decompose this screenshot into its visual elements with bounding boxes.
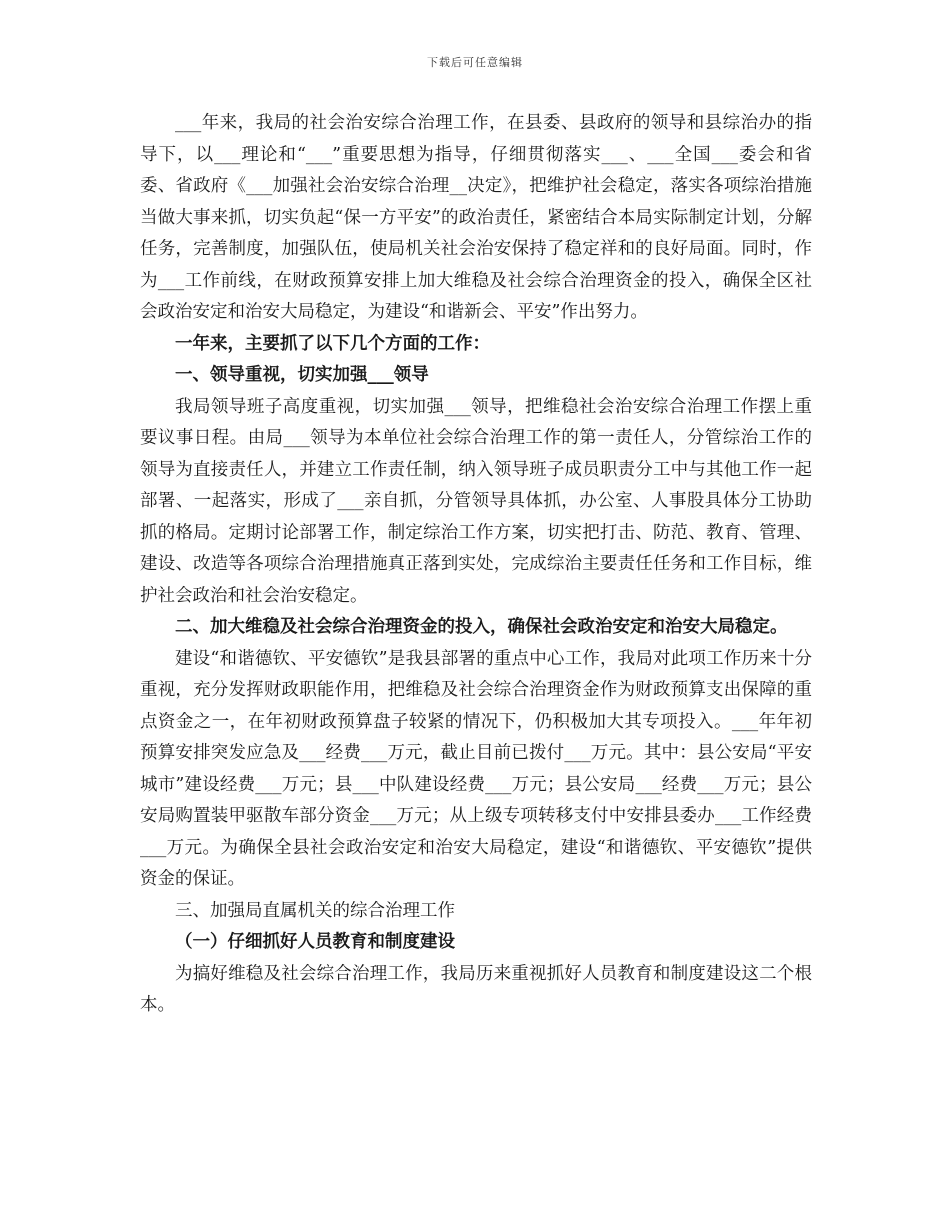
section-one-paragraph: 我局领导班子高度重视，切实加强___领导，把维稳社会治安综合治理工作摆上重要议事日程。由局___领导为本单位社会综合治理工作的第一责任人，分管综治工作的领导为直接责任人，并建立工作责任制，纳入领导班子成员职责分工中与其他工作一起部署、一起落实，形成了___亲自抓，分管领导具体抓，办公室、人事股具体分工协助抓的格局。定期讨论部署工作，制定综治工作方案，切实把打击、防范、教育、管理、建设、改造等各项综合治理措施真正落到实处，完成综治主要责任任务和工作目标，维护社会政治和社会治安稳定。 (140, 396, 812, 606)
subsection-one-paragraph: 为搞好维稳及社会综合治理工作，我局历来重视抓好人员教育和制度建设这二个根本。 (140, 963, 812, 1015)
section-three-heading: 三、加强局直属机关的综合治理工作 (175, 900, 455, 921)
subsection-one-heading: （一）仔细抓好人员教育和制度建设 (175, 932, 455, 952)
summary-heading: 一年来，主要抓了以下几个方面的工作： (175, 333, 490, 354)
page-header-note: 下载后可任意编辑 (427, 56, 523, 69)
section-two-heading: 二、加大维稳及社会综合治理资金的投入，确保社会政治安定和治安大局稳定。 (175, 617, 788, 637)
intro-paragraph: ___年来，我局的社会治安综合治理工作，在县委、县政府的领导和县综治办的指导下，以___理论和“___”重要思想为指导，仔细贯彻落实___、___全国___委会和省委、省政府《___加强社会治安综合治理__决定》，把维护社会稳定，落实各项综治措施当做大事来抓，切实负起“保一方平安”的政治责任，紧密结合本局实际制定计划，分解任务，完善制度，加强队伍，使局机关社会治安保持了稳定祥和的良好局面。同时，作为___工作前线，在财政预算安排上加大维稳及社会综合治理资金的投入，确保全区社会政治安定和治安大局稳定，为建设“和谐新会、平安”作出努力。 (140, 113, 812, 322)
section-two-paragraph: 建设“和谐德钦、平安德钦”是我县部署的重点中心工作，我局对此项工作历来十分重视，充分发挥财政职能作用，把维稳及社会综合治理资金作为财政预算支出保障的重点资金之一，在年初财政预算盘子较紧的情况下，仍积极加大其专项投入。___年年初预算安排突发应急及___经费___万元，截止目前已拨付___万元。其中：县公安局“平安城市”建设经费___万元；县___中队建设经费___万元；县公安局___经费___万元；县公安局购置装甲驱散车部分资金___万元；从上级专项转移支付中安排县委办___工作经费___万元。为确保全县社会政治安定和治安大局稳定，建设“和谐德钦、平安德钦”提供资金的保证。 (140, 648, 812, 889)
document-body (140, 108, 812, 1022)
section-one-heading: 一、领导重视，切实加强___领导 (175, 365, 429, 385)
